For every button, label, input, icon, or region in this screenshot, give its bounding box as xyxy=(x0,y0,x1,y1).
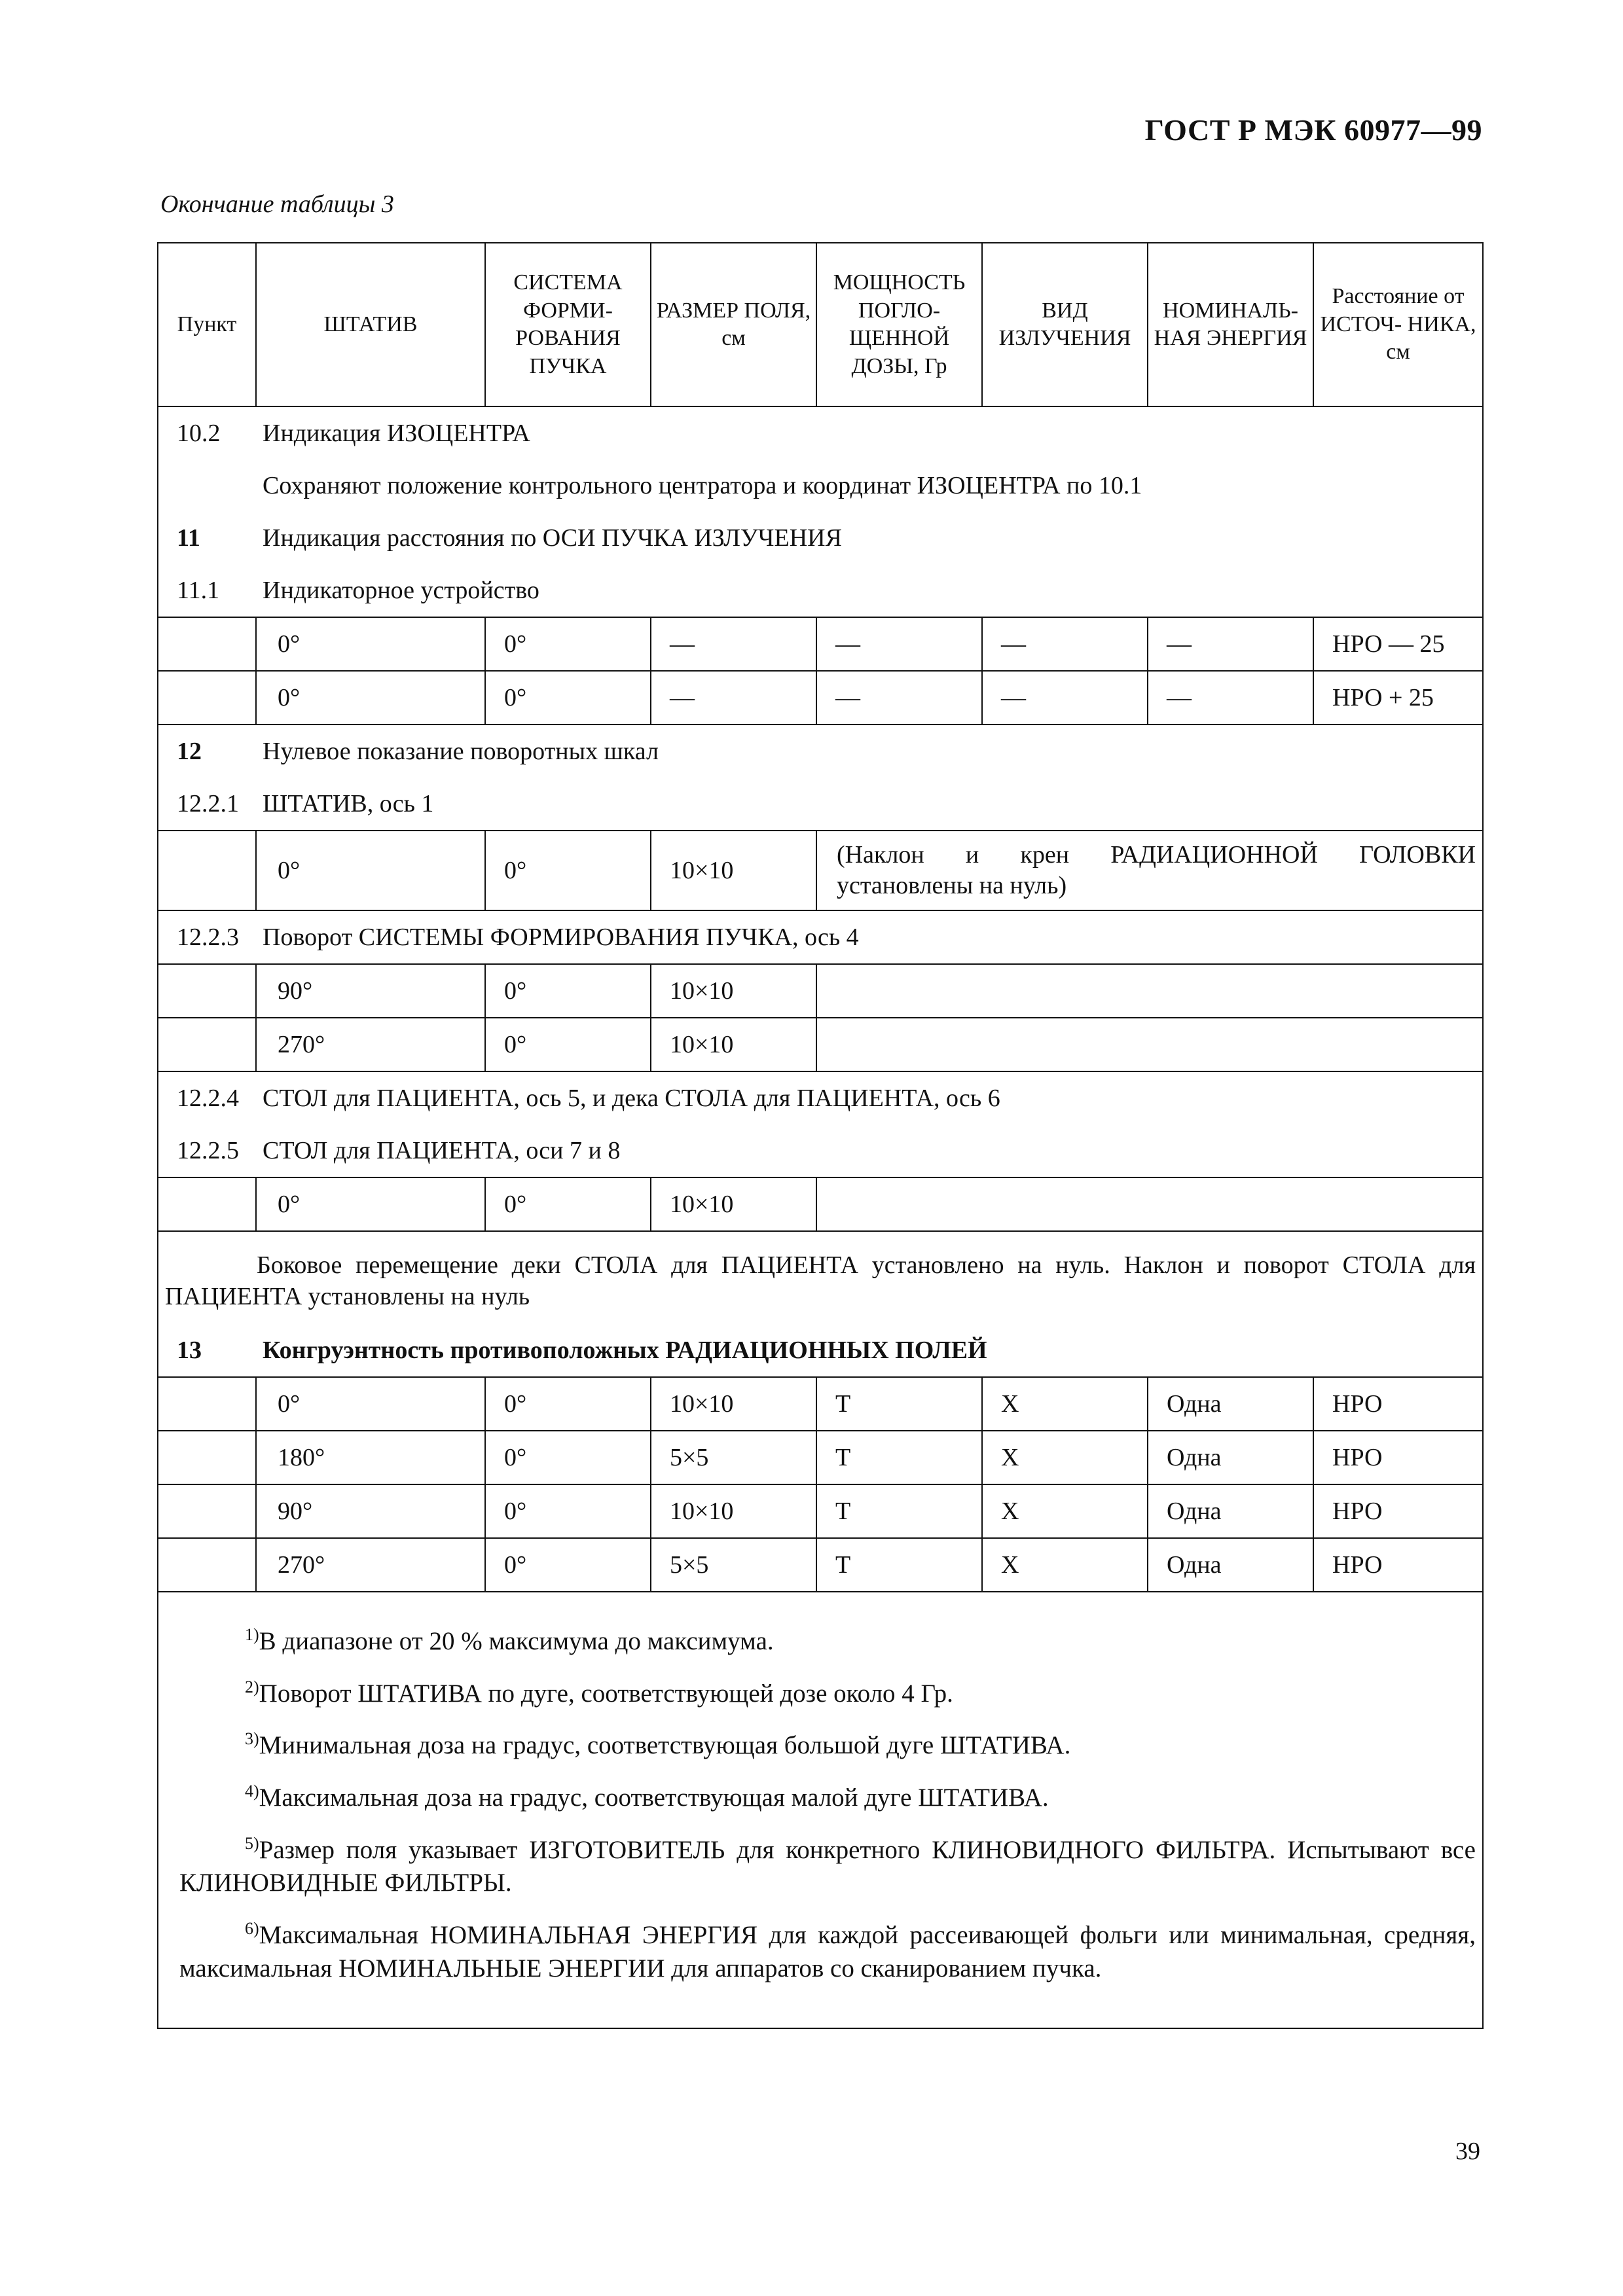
cell-nominal-energy: Одна xyxy=(1148,1538,1313,1592)
cell-source-distance: НРО xyxy=(1313,1484,1483,1538)
cell-gantry: 0° xyxy=(256,1177,485,1231)
cell-field-size: — xyxy=(651,671,816,725)
cell-radiation-type: Х xyxy=(982,1431,1148,1484)
table-row xyxy=(158,1431,1483,1484)
footnotes-row xyxy=(158,1592,1483,2028)
col-header-dose-rate: МОЩНОСТЬ ПОГЛО- ЩЕННОЙ ДОЗЫ, Гр xyxy=(816,243,982,406)
cell-beam-system: 0° xyxy=(485,1018,651,1071)
table-header-row xyxy=(158,243,1483,406)
cell-beam-system: 0° xyxy=(485,964,651,1018)
cell-field-size: — xyxy=(651,617,816,671)
cell-gantry: 270° xyxy=(256,1538,485,1592)
footnote xyxy=(179,1676,1476,1711)
footnote xyxy=(179,1728,1476,1763)
section-number: 12 xyxy=(158,725,256,778)
cell-dose-rate: Т xyxy=(816,1538,982,1592)
cell-beam-system: 0° xyxy=(485,617,651,671)
section-title: ШТАТИВ, ось 1 xyxy=(256,778,1483,831)
section-row-12-2-3 xyxy=(158,910,1483,964)
section-title: Индикаторное устройство xyxy=(256,564,1483,617)
cell-field-size: 10×10 xyxy=(651,1484,816,1538)
footnote-mark: 3) xyxy=(245,1729,259,1749)
cell-radiation-type: Х xyxy=(982,1484,1148,1538)
cell-beam-system: 0° xyxy=(485,671,651,725)
section-row-12 xyxy=(158,725,1483,778)
table-row xyxy=(158,617,1483,671)
cell-radiation-type: — xyxy=(982,671,1148,725)
footnote-text: Максимальная доза на градус, соответствующая малой дуге ШТАТИВА. xyxy=(259,1784,1049,1812)
cell-field-size: 10×10 xyxy=(651,1377,816,1431)
table-row xyxy=(158,1484,1483,1538)
section-number: 11 xyxy=(158,512,256,564)
section-note-10-2 xyxy=(158,459,1483,512)
footnote xyxy=(179,1624,1476,1659)
cell-item xyxy=(158,831,256,910)
col-header-field-size: РАЗМЕР ПОЛЯ, см xyxy=(651,243,816,406)
section-title: Нулевое показание поворотных шкал xyxy=(256,725,1483,778)
footnote xyxy=(179,1780,1476,1815)
cell-field-size: 10×10 xyxy=(651,831,816,910)
section-title: Индикация расстояния по ОСИ ПУЧКА ИЗЛУЧЕНИЯ xyxy=(256,512,1483,564)
table-row xyxy=(158,831,1483,910)
section-note: Сохраняют положение контрольного центратора и координат ИЗОЦЕНТРА по 10.1 xyxy=(256,459,1483,512)
cell-field-size: 5×5 xyxy=(651,1538,816,1592)
table-row xyxy=(158,964,1483,1018)
cell-nominal-energy: — xyxy=(1148,617,1313,671)
table-caption: Окончание таблицы 3 xyxy=(160,190,394,218)
table-row xyxy=(158,1538,1483,1592)
cell-field-size: 5×5 xyxy=(651,1431,816,1484)
section-row-13 xyxy=(158,1324,1483,1377)
cell-beam-system: 0° xyxy=(485,831,651,910)
cell-note xyxy=(816,1177,1483,1231)
section-title: Поворот СИСТЕМЫ ФОРМИРОВАНИЯ ПУЧКА, ось 4 xyxy=(256,910,1483,964)
cell-beam-system: 0° xyxy=(485,1177,651,1231)
footnotes xyxy=(158,1592,1483,2028)
col-header-gantry: ШТАТИВ xyxy=(256,243,485,406)
cell-gantry: 0° xyxy=(256,617,485,671)
cell-radiation-type: Х xyxy=(982,1538,1148,1592)
section-number: 12.2.4 xyxy=(158,1071,256,1124)
section-row-12-2-5 xyxy=(158,1124,1483,1177)
cell-source-distance: НРО + 25 xyxy=(1313,671,1483,725)
cell-note: (Наклон и крен РАДИАЦИОННОЙ ГОЛОВКИ установлены на нуль) xyxy=(816,831,1483,910)
standard-designation: ГОСТ Р МЭК 60977—99 xyxy=(1144,113,1482,147)
footnote xyxy=(179,1918,1476,1985)
footnote-text: Размер поля указывает ИЗГОТОВИТЕЛЬ для конкретного КЛИНОВИДНОГО ФИЛЬТРА. Испытывают все КЛИНОВИДНЫЕ ФИЛЬТРЫ. xyxy=(179,1835,1476,1897)
page-number: 39 xyxy=(1455,2138,1480,2165)
cell-radiation-type: Х xyxy=(982,1377,1148,1431)
cell-dose-rate: — xyxy=(816,617,982,671)
section-paragraph-row xyxy=(158,1231,1483,1324)
section-row-11-1 xyxy=(158,564,1483,617)
section-number: 11.1 xyxy=(158,564,256,617)
cell-dose-rate: Т xyxy=(816,1431,982,1484)
cell-note xyxy=(816,1018,1483,1071)
cell-gantry: 0° xyxy=(256,831,485,910)
cell-nominal-energy: Одна xyxy=(1148,1431,1313,1484)
section-number: 12.2.1 xyxy=(158,778,256,831)
table-3-end xyxy=(157,242,1484,2029)
section-title: Конгруэнтность противоположных РАДИАЦИОННЫХ ПОЛЕЙ xyxy=(256,1324,1483,1377)
section-number: 12.2.3 xyxy=(158,910,256,964)
section-paragraph: Боковое перемещение деки СТОЛА для ПАЦИЕНТА установлено на нуль. Наклон и поворот СТОЛА для ПАЦИЕНТА установлены на нуль xyxy=(158,1231,1483,1324)
footnote-text: Минимальная доза на градус, соответствующая большой дуге ШТАТИВА. xyxy=(259,1731,1071,1760)
footnote-mark: 4) xyxy=(245,1782,259,1801)
section-number: 13 xyxy=(158,1324,256,1377)
cell-item xyxy=(158,671,256,725)
footnote-text: Поворот ШТАТИВА по дуге, соответствующей дозе около 4 Гр. xyxy=(259,1679,953,1708)
col-header-beam-system: СИСТЕМА ФОРМИ- РОВАНИЯ ПУЧКА xyxy=(485,243,651,406)
footnote-mark: 1) xyxy=(245,1625,259,1644)
cell-item xyxy=(158,1538,256,1592)
section-row-12-2-1 xyxy=(158,778,1483,831)
table-row xyxy=(158,1018,1483,1071)
section-title: СТОЛ для ПАЦИЕНТА, оси 7 и 8 xyxy=(256,1124,1483,1177)
cell-source-distance: НРО xyxy=(1313,1377,1483,1431)
cell-beam-system: 0° xyxy=(485,1484,651,1538)
cell-beam-system: 0° xyxy=(485,1431,651,1484)
section-number: 12.2.5 xyxy=(158,1124,256,1177)
cell-gantry: 0° xyxy=(256,671,485,725)
col-header-nominal-energy: НОМИНАЛЬ- НАЯ ЭНЕРГИЯ xyxy=(1148,243,1313,406)
cell-item xyxy=(158,1018,256,1071)
footnote-mark: 5) xyxy=(245,1833,259,1853)
section-number: 10.2 xyxy=(158,406,256,459)
footnote-text: Максимальная НОМИНАЛЬНАЯ ЭНЕРГИЯ для каждой рассеивающей фольги или минимальная, средняя, максимальная НОМИНАЛЬНЫЕ ЭНЕРГИИ для аппаратов со сканированием пучка. xyxy=(179,1921,1476,1982)
cell-note xyxy=(816,964,1483,1018)
cell-dose-rate: Т xyxy=(816,1484,982,1538)
table-row xyxy=(158,1177,1483,1231)
col-header-radiation-type: ВИД ИЗЛУЧЕНИЯ xyxy=(982,243,1148,406)
cell-item xyxy=(158,964,256,1018)
section-title: СТОЛ для ПАЦИЕНТА, ось 5, и дека СТОЛА для ПАЦИЕНТА, ось 6 xyxy=(256,1071,1483,1124)
cell-field-size: 10×10 xyxy=(651,964,816,1018)
section-row-10-2 xyxy=(158,406,1483,459)
cell-beam-system: 0° xyxy=(485,1538,651,1592)
table-row xyxy=(158,671,1483,725)
cell-dose-rate: Т xyxy=(816,1377,982,1431)
cell-item xyxy=(158,617,256,671)
cell-item xyxy=(158,1484,256,1538)
cell-source-distance: НРО xyxy=(1313,1538,1483,1592)
cell-nominal-energy: Одна xyxy=(1148,1484,1313,1538)
cell-item xyxy=(158,1431,256,1484)
col-header-item: Пункт xyxy=(158,243,256,406)
footnote xyxy=(179,1833,1476,1900)
cell-gantry: 90° xyxy=(256,1484,485,1538)
section-title: Индикация ИЗОЦЕНТРА xyxy=(256,406,1483,459)
section-row-11 xyxy=(158,512,1483,564)
cell-item xyxy=(158,1377,256,1431)
col-header-source-distance: Расстояние от ИСТОЧ- НИКА, см xyxy=(1313,243,1483,406)
cell-gantry: 180° xyxy=(256,1431,485,1484)
footnote-text: В диапазоне от 20 % максимума до максимума. xyxy=(259,1627,774,1655)
cell-gantry: 0° xyxy=(256,1377,485,1431)
cell-field-size: 10×10 xyxy=(651,1177,816,1231)
cell-gantry: 270° xyxy=(256,1018,485,1071)
cell-nominal-energy: Одна xyxy=(1148,1377,1313,1431)
footnote-mark: 6) xyxy=(245,1919,259,1939)
cell-source-distance: НРО xyxy=(1313,1431,1483,1484)
cell-radiation-type: — xyxy=(982,617,1148,671)
cell-dose-rate: — xyxy=(816,671,982,725)
cell-beam-system: 0° xyxy=(485,1377,651,1431)
cell-nominal-energy: — xyxy=(1148,671,1313,725)
cell-source-distance: НРО — 25 xyxy=(1313,617,1483,671)
section-row-12-2-4 xyxy=(158,1071,1483,1124)
cell-gantry: 90° xyxy=(256,964,485,1018)
cell-field-size: 10×10 xyxy=(651,1018,816,1071)
table-row xyxy=(158,1377,1483,1431)
cell-item xyxy=(158,1177,256,1231)
footnote-mark: 2) xyxy=(245,1677,259,1696)
